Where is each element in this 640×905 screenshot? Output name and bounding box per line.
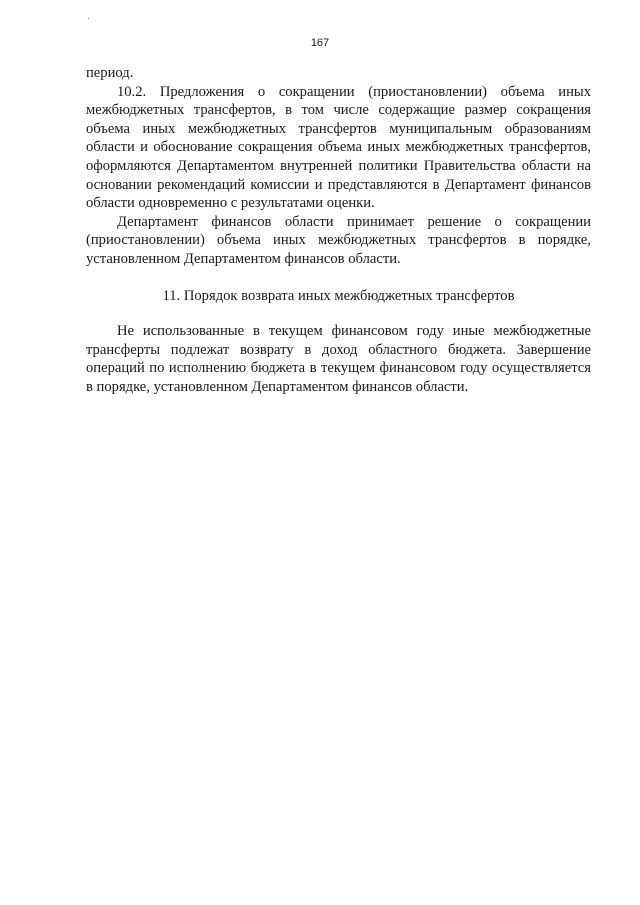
page-number: 167 bbox=[310, 37, 330, 49]
paragraph-continuation: период. bbox=[86, 65, 134, 81]
section-heading-11: 11. Порядок возврата иных межбюджетных трансфертов bbox=[162, 287, 515, 304]
paragraph-decision: Департамент финансов области принимает решение о сокращении (приостановлении) объема иных межбюджетных трансфертов в порядке, установленном Департаментом финансов области. bbox=[86, 213, 591, 267]
paragraph-10-2: 10.2. Предложения о сокращении (приостановлении) объема иных межбюджетных трансфертов, в том числе содержащие размер сокращения объема иных межбюджетных трансфертов муниципальным образованиям области и обоснование сокращения объема иных межбюджетных трансфертов, оформляются Департаментом внутренней политики Правительства области на основании рекомендаций комиссии и представляются в Департамент финансов области одновременно с результатами оценки. bbox=[86, 83, 591, 212]
document-body bbox=[86, 64, 591, 397]
scan-artifact bbox=[88, 18, 89, 19]
paragraph-return: Не использованные в текущем финансовом году иные межбюджетные трансферты подлежат возврату в доход областного бюджета. Завершение операций по исполнению бюджета в текущем финансовом году осуществляется в порядке, установленном Департаментом финансов области. bbox=[86, 323, 591, 395]
